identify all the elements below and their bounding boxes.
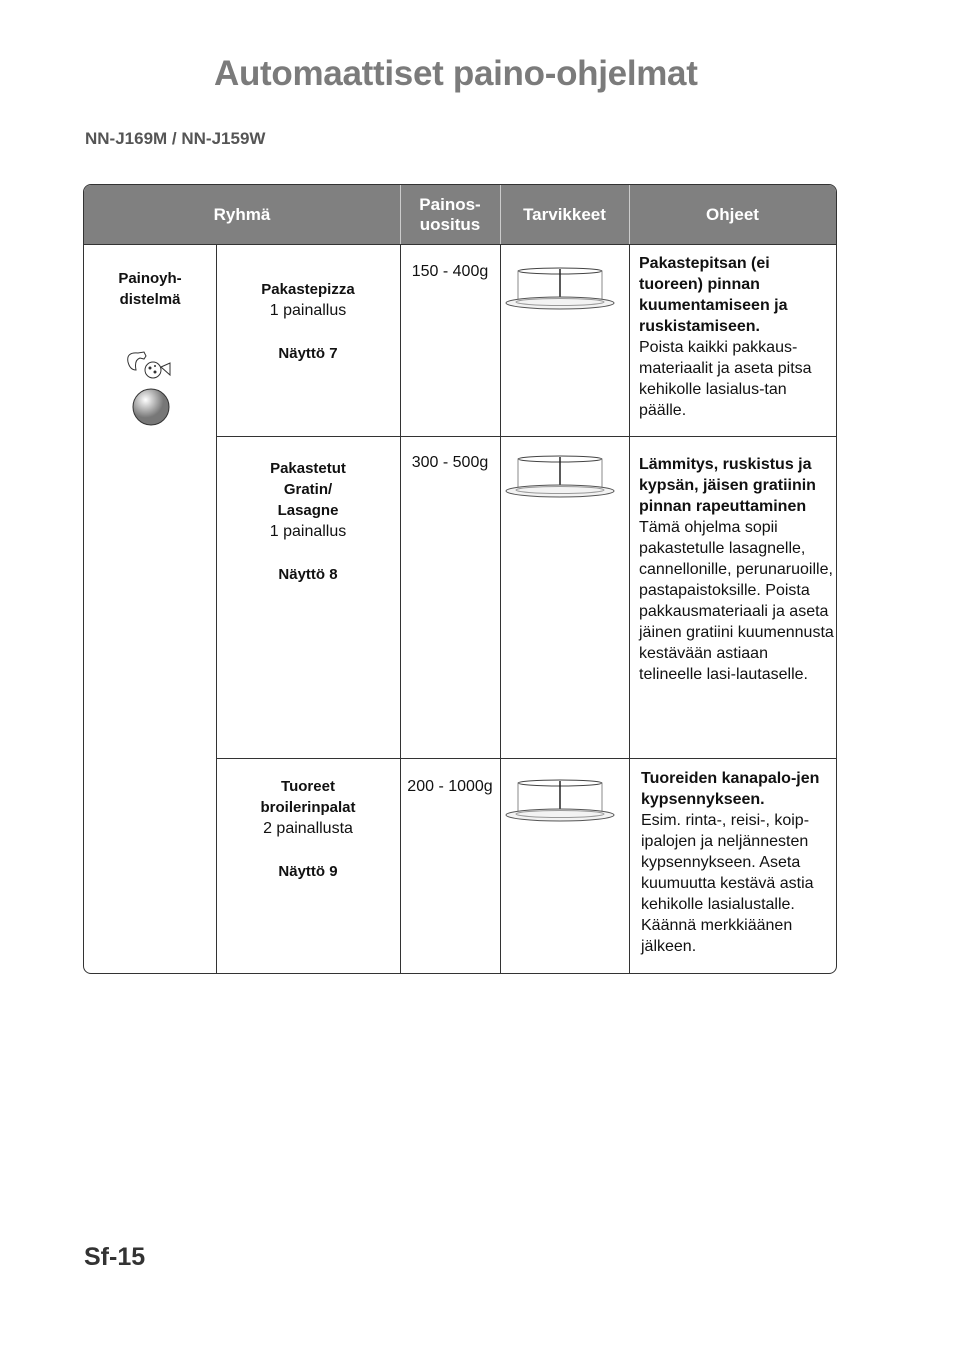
- weight-combination-icon: [124, 350, 180, 426]
- weight-range: 300 - 500g: [411, 454, 489, 471]
- page-number: Sf-15: [84, 1243, 146, 1271]
- weight-range: 200 - 1000g: [407, 778, 493, 795]
- header-accessories: Tarvikkeet: [523, 204, 606, 224]
- program-presses: 2 painallusta: [263, 820, 353, 837]
- program-display: Näyttö 8: [278, 566, 338, 583]
- instructions-text: Tämä ohjelma sopii pakastetulle lasagnelle, cannellonille, perunaruoille, pastapaistoksille. Poista pakkausmateriaali ja aseta jäinen gratiini kuumennusta kestävään astiaan telineelle lasi-lautaselle.: [639, 519, 834, 683]
- divider: [216, 758, 836, 759]
- instructions-2: [639, 454, 834, 685]
- rack-icon: [504, 265, 616, 315]
- program-presses: 1 painallus: [269, 302, 347, 319]
- divider: [400, 244, 401, 974]
- programs-table: [83, 184, 837, 974]
- weight-range: 150 - 400g: [411, 263, 489, 280]
- instructions-1: [639, 253, 834, 421]
- divider: [216, 436, 836, 437]
- instructions-3: [641, 768, 836, 957]
- table-header: [84, 185, 836, 245]
- program-presses: 1 painallus: [269, 523, 347, 540]
- program-row-3: [216, 776, 400, 882]
- page-title: Automaattiset paino-ohjelmat: [214, 54, 698, 93]
- instructions-heading: Tuoreiden kanapalo-jen kypsennykseen.: [641, 770, 820, 808]
- divider: [629, 185, 630, 244]
- program-name: Pakastepizza: [261, 281, 355, 298]
- program-display: Näyttö 7: [278, 345, 338, 362]
- program-display: Näyttö 9: [278, 863, 338, 880]
- instructions-text: Poista kaikki pakkaus-materiaalit ja aseta pitsa kehikolle lasialus-tan päälle.: [639, 339, 812, 419]
- divider: [500, 244, 501, 974]
- program-name: Tuoreet broilerinpalat: [260, 778, 356, 816]
- divider: [629, 244, 630, 974]
- header-instructions: Ohjeet: [706, 204, 759, 224]
- divider: [400, 185, 401, 244]
- rack-icon: [504, 777, 616, 827]
- header-group: Ryhmä: [213, 204, 271, 224]
- header-weight: Painos- uositus: [419, 194, 481, 234]
- program-name: Pakastetut Gratin/ Lasagne: [270, 460, 346, 519]
- instructions-heading: Pakastepitsan (ei tuoreen) pinnan kuumentamiseen ja ruskistamiseen.: [639, 255, 788, 335]
- model-number: NN-J169M / NN-J159W: [85, 129, 266, 148]
- instructions-text: Esim. rinta-, reisi-, koip-ipalojen ja neljännesten kypsennykseen. Aseta kuumuutta kestävä astia kehikolle lasialustalle. Käännä merkkiäänen jälkeen.: [641, 812, 814, 955]
- instructions-heading: Lämmitys, ruskistus ja kypsän, jäisen gratiinin pinnan rapeuttaminen: [639, 456, 816, 515]
- program-row-2: [216, 458, 400, 585]
- group-label: Painoyh- distelmä: [118, 270, 182, 308]
- rack-icon: [504, 453, 616, 503]
- program-row-1: [216, 279, 400, 364]
- divider: [500, 185, 501, 244]
